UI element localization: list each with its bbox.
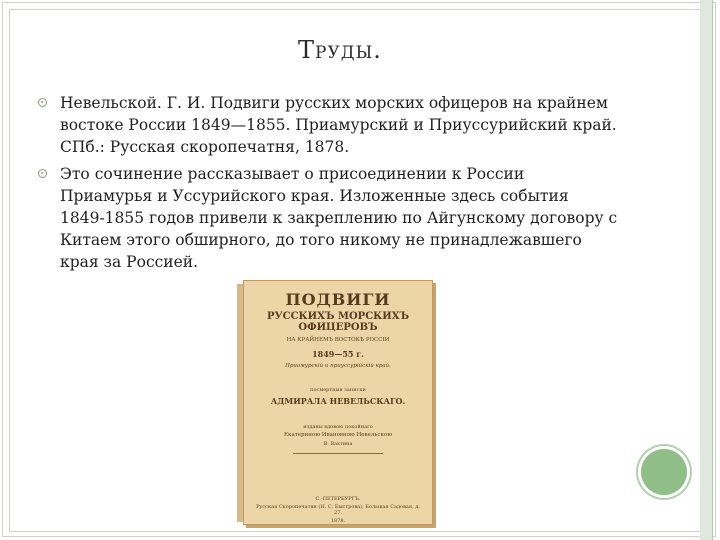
bullet-text: Это сочинение рассказывает о присоединении к России Приамурья и Уссурийского края. Изложенные здесь события 1849-1855 годов привели к закреплению по Айгунскому договору с Китаем этого обширного, до того никому не принадлежавшего края за Россией. xyxy=(60,165,618,271)
book-years: 1849—55 г. xyxy=(312,349,364,359)
book-publisher: Русская Скоропечатня (Н. С. Быстрова), Большая Садовая, д. 27. xyxy=(256,504,420,516)
book-year: 1878. xyxy=(330,518,346,524)
bullet-text: Невельской. Г. И. Подвиги русских морских офицеров на крайнем востоке России 1849—1855. Приамурский и Приуссурийский край. СПб.: Русская скоропечатня, 1878. xyxy=(60,94,617,156)
bullet-item xyxy=(38,163,618,273)
book-line: посмертныя записки xyxy=(310,387,366,393)
decorative-circle xyxy=(641,449,687,495)
book-line: НА КРАЙНЕМЪ ВОСТОКѢ РОССІИ xyxy=(286,337,390,343)
book-line: В. Вахтина xyxy=(323,441,353,447)
slide-right-rail xyxy=(700,0,712,540)
book-title: ПОДВИГИ xyxy=(285,290,391,309)
bullet-list xyxy=(38,92,618,278)
bullet-circle-icon xyxy=(38,169,47,178)
bullet-item xyxy=(38,92,618,158)
book-spine xyxy=(237,284,243,522)
book-line: Екатериною Ивановною Невельскою xyxy=(284,432,392,438)
slide-title: Труды. xyxy=(298,36,382,64)
slide-right-rail-line xyxy=(712,0,713,540)
book-divider xyxy=(293,453,383,454)
bullet-circle-icon xyxy=(38,98,47,107)
book-cover-image xyxy=(243,280,433,525)
book-city: С.-ПЕТЕРБУРГЪ. xyxy=(315,496,361,502)
book-line: изданы вдовою покойнаго xyxy=(303,424,373,430)
book-line: Приамурскій и приуссурійскій край. xyxy=(285,363,391,369)
book-author: АДМИРАЛА НЕВЕЛЬСКАГО. xyxy=(270,396,406,406)
book-subtitle: РУССКИХЪ МОРСКИХЪ ОФИЦЕРОВЪ xyxy=(266,311,410,333)
